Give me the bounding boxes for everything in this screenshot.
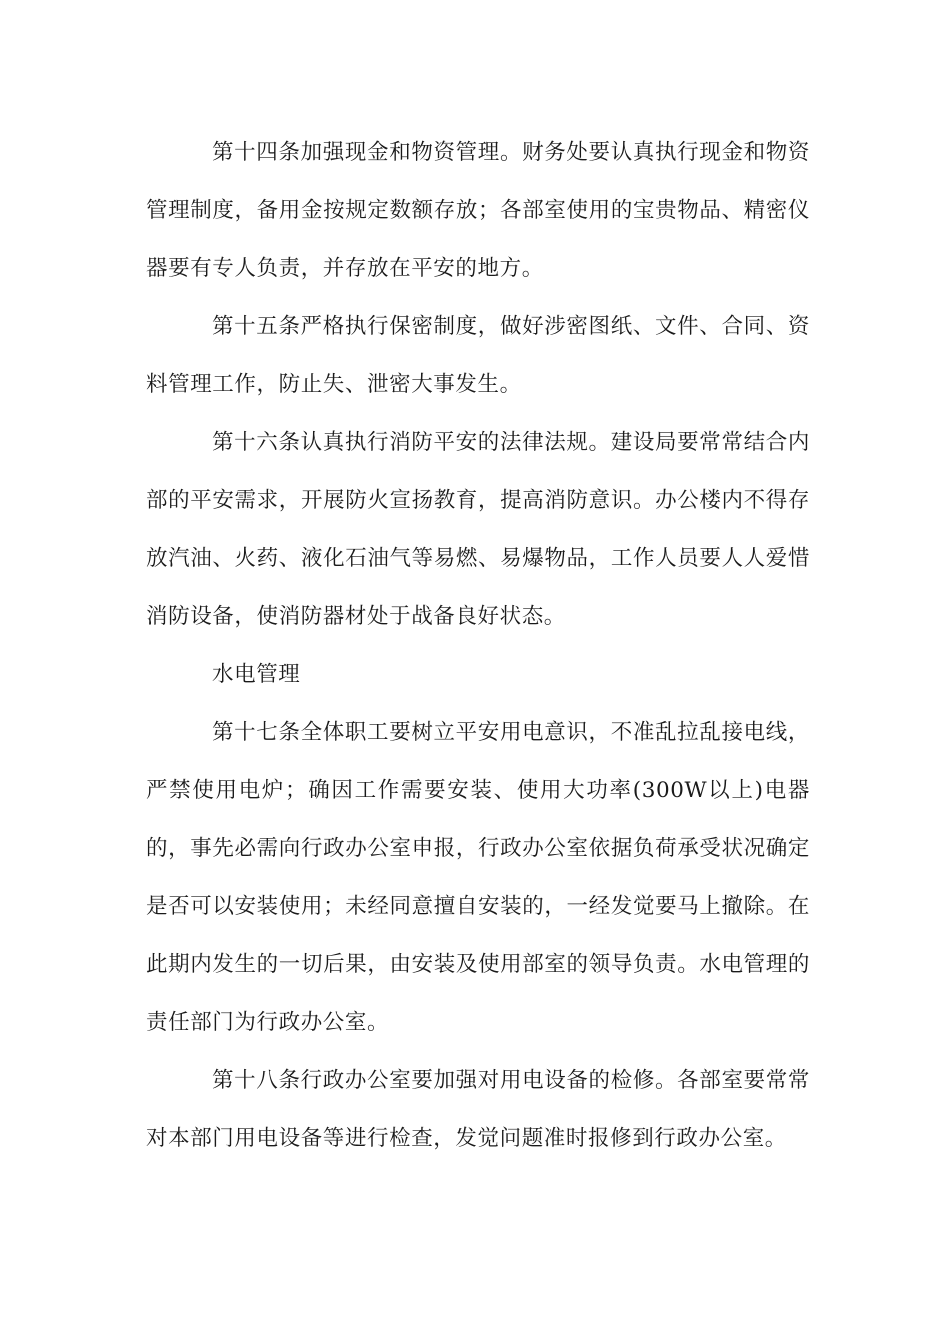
section-heading: 水电管理 xyxy=(212,662,301,687)
paragraph-article-18: 第十八条行政办公室要加强对用电设备的检修。各部室要常常对本部门用电设备等进行检查，发觉问题准时报修到行政办公室。 xyxy=(146,1068,810,1151)
paragraph-article-15: 第十五条严格执行保密制度，做好涉密图纸、文件、合同、资料管理工作，防止失、泄密大事发生。 xyxy=(146,314,810,397)
paragraph-article-14: 第十四条加强现金和物资管理。财务处要认真执行现金和物资管理制度，备用金按规定数额存放；各部室使用的宝贵物品、精密仪器要有专人负责，并存放在平安的地方。 xyxy=(146,140,810,281)
document-body xyxy=(146,124,810,1168)
paragraph-article-16: 第十六条认真执行消防平安的法律法规。建设局要常常结合内部的平安需求，开展防火宣扬教育，提高消防意识。办公楼内不得存放汽油、火药、液化石油气等易燃、易爆物品，工作人员要人人爱惜消防设备，使消防器材处于战备良好状态。 xyxy=(146,430,810,629)
paragraph-article-17: 第十七条全体职工要树立平安用电意识，不准乱拉乱接电线，严禁使用电炉；确因工作需要安装、使用大功率(300W以上)电器的，事先必需向行政办公室申报，行政办公室依据负荷承受状况确定是否可以安装使用；未经同意擅自安装的，一经发觉要马上撤除。在此期内发生的一切后果，由安装及使用部室的领导负责。水电管理的责任部门为行政办公室。 xyxy=(146,720,810,1035)
